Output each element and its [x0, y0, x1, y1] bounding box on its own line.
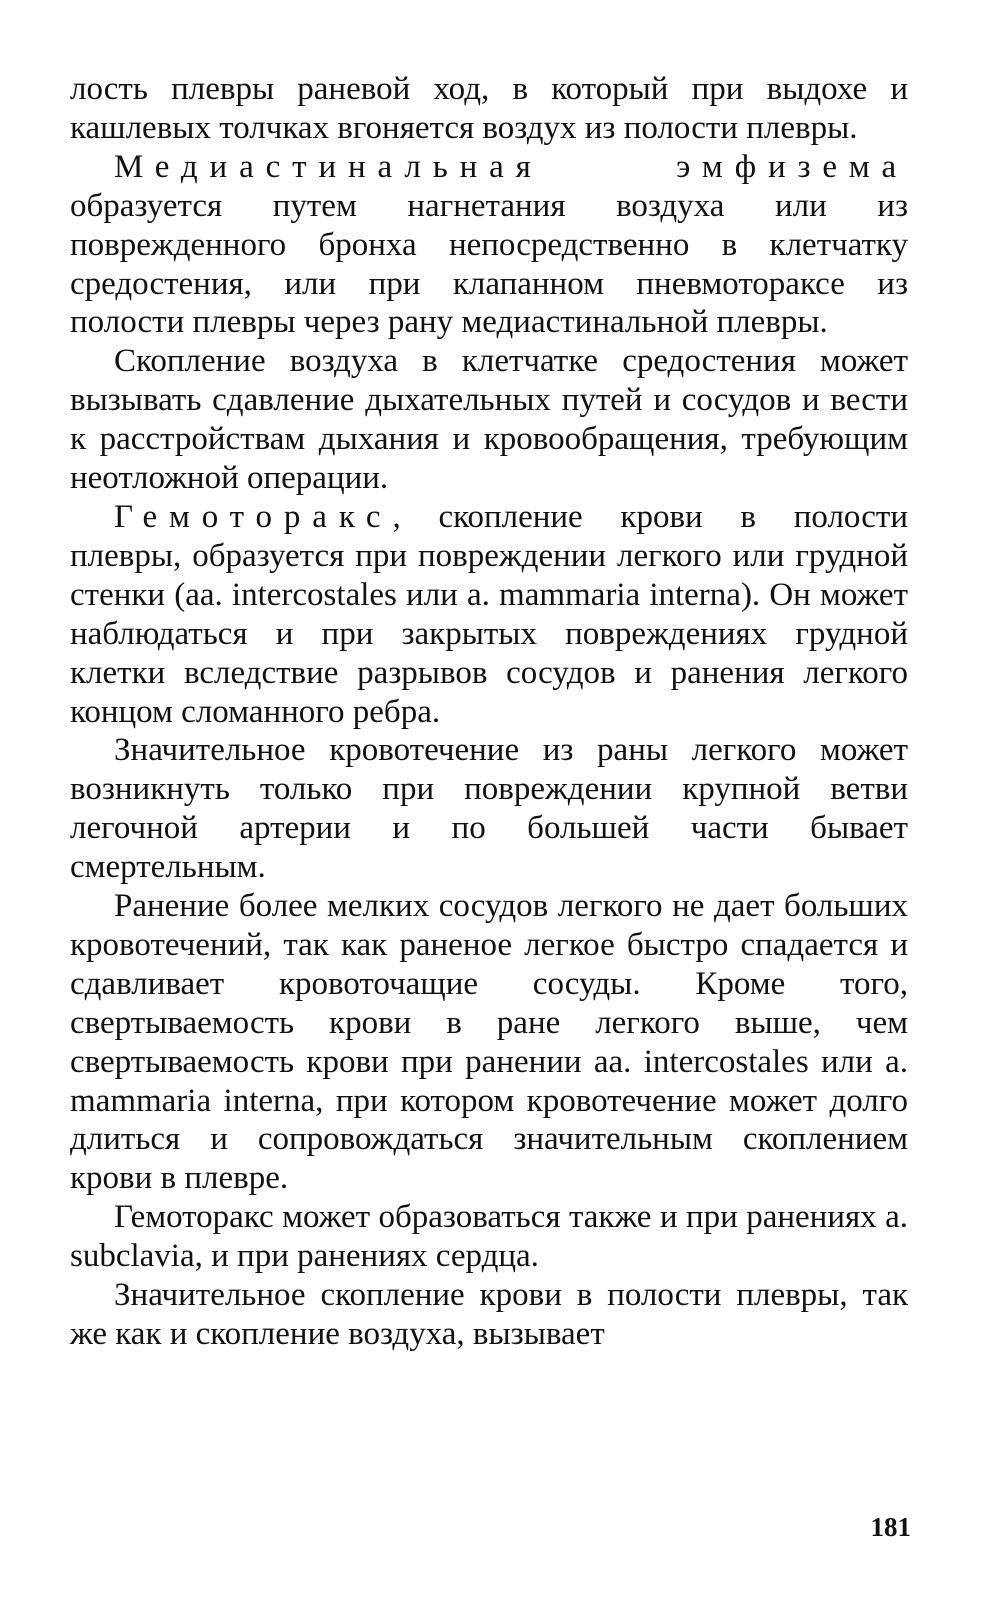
paragraph-mediastinal-emphysema	[70, 148, 908, 343]
paragraph-text: Скопление воздуха в клетчатке средостения может вызывать сдавление дыхательных путей и сосудов и вести к расстройствам дыхания и кровообращения, требующим неотложной операции.	[70, 343, 908, 497]
paragraph-air-accumulation	[70, 342, 908, 498]
paragraph-hemothorax	[70, 498, 908, 731]
paragraph-blood-accumulation	[70, 1276, 908, 1354]
page-number: 181	[870, 1512, 911, 1542]
paragraph-subclavia	[70, 1198, 908, 1276]
paragraph-text: Ранение более мелких сосудов легкого не дает больших кровотечений, так как раненое легкое быстро спадается и сдавливает кровоточащие сосуды. Кроме того, свертываемость крови в ране легкого выше, чем свертываемость крови при ранении аа. intercostales или а. mammaria interna, при котором кровотечение может долго длиться и сопровождаться значительным скоплением крови в плевре.	[70, 888, 908, 1197]
paragraph-significant-bleeding	[70, 731, 908, 887]
paragraph-text: , скопление крови в полости плевры, образуется при повреждении легкого или грудной стенки (аа. intercostales или а. mammaria interna). Он может наблюдаться и при закрытых повреждениях грудной клетки вследствие разрывов сосудов и ранения легкого концом сломанного ребра.	[70, 498, 908, 730]
paragraph-text: лость плевры раневой ход, в который при выдохе и кашлевых толчках вгоняется воздух из полости плевры.	[70, 71, 908, 146]
paragraph-text: образуется путем нагнетания воздуха или из поврежденного бронха непосредственно в клетчатку средостения, или при клапанном пневмотораксе из полости плевры через рану медиастинальной плевры.	[70, 187, 908, 341]
paragraph-continuation	[70, 70, 908, 148]
paragraph-text: Гемоторакс может образоваться также и при ранениях а. subclavia, и при ранениях сердца.	[70, 1199, 908, 1275]
term-hemothorax: Гемоторакс	[114, 498, 393, 535]
body-text	[70, 70, 908, 1354]
paragraph-text: Значительное кровотечение из раны легкого может возникнуть только при повреждении крупной ветви легочной артерии и по большей части бывает смертельным.	[70, 732, 908, 886]
paragraph-small-vessels	[70, 887, 908, 1198]
term-mediastinal-emphysema: Медиастинальная эмфизема	[114, 148, 908, 185]
paragraph-text: Значительное скопление крови в полости плевры, так же как и скопление воздуха, вызывает	[70, 1277, 908, 1352]
